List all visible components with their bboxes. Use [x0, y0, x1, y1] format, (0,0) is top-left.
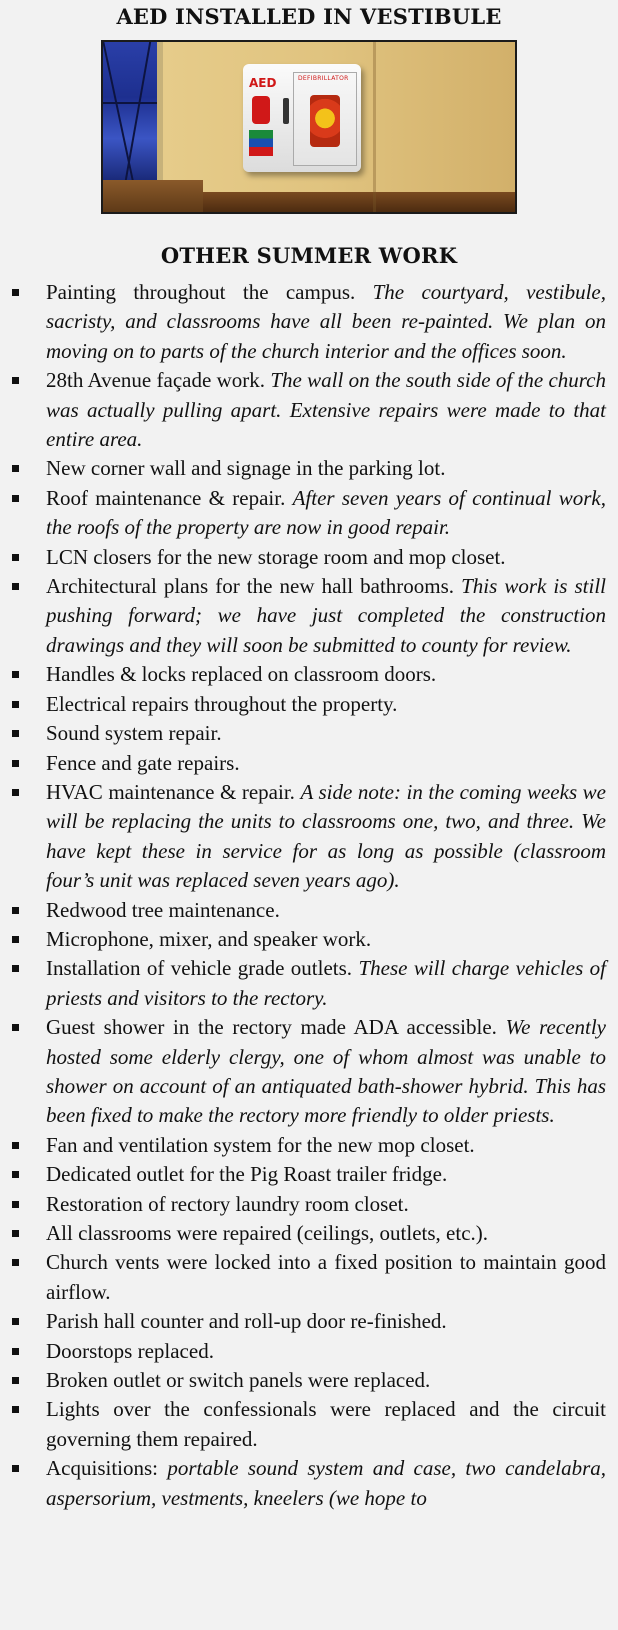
- door-label: DEFIBRILLATOR: [298, 75, 349, 82]
- list-item: [0, 1131, 618, 1160]
- list-item-text: Architectural plans for the new hall bathrooms.: [46, 574, 455, 599]
- square-bullet-icon: [12, 495, 19, 502]
- square-bullet-icon: [12, 1348, 19, 1355]
- list-item: [0, 1337, 618, 1366]
- list-item-text: Electrical repairs throughout the property.: [46, 691, 398, 716]
- wall-corner: [373, 42, 376, 212]
- list-item-text: Lights over the confessionals were replaced and the circuit governing them repaired.: [46, 1397, 606, 1451]
- square-bullet-icon: [12, 1406, 19, 1413]
- list-item-text: Guest shower in the rectory made ADA accessible.: [46, 1015, 497, 1040]
- list-item: [0, 454, 618, 483]
- square-bullet-icon: [12, 907, 19, 914]
- list-item-text: Broken outlet or switch panels were replaced.: [46, 1368, 431, 1393]
- instruction-stripes: [249, 130, 273, 156]
- list-item-text: Painting throughout the campus.: [46, 280, 356, 304]
- list-item-note: A side note: in the coming weeks we will be replacing the units to classrooms one, two, and three. We have kept these in service for as long as possible (classroom four’s unit was replaced seven years ago).: [46, 779, 606, 893]
- square-bullet-icon: [12, 583, 19, 590]
- wood-trim: [203, 192, 515, 212]
- list-item-text: Installation of vehicle grade outlets.: [46, 956, 353, 981]
- list-item-text: Fence and gate repairs.: [46, 750, 240, 775]
- square-bullet-icon: [12, 671, 19, 678]
- list-item: [0, 1307, 618, 1336]
- list-item-text: Sound system repair.: [46, 721, 222, 746]
- list-item-text: Acquisitions:: [46, 1456, 159, 1481]
- list-item: [0, 954, 618, 1013]
- list-item-text: HVAC maintenance & repair.: [46, 779, 295, 804]
- list-item-text: Doorstops replaced.: [46, 1338, 214, 1363]
- aed-cabinet-label: AED: [249, 76, 277, 90]
- list-item: [0, 1160, 618, 1189]
- square-bullet-icon: [12, 377, 19, 384]
- aed-photo: [101, 40, 517, 214]
- list-item: [0, 778, 618, 896]
- list-item: [0, 690, 618, 719]
- list-item-note: portable sound system and case, two candelabra, aspersorium, vestments, kneelers (we hope to: [46, 1456, 607, 1510]
- list-item-text: Fan and ventilation system for the new mop closet.: [46, 1132, 475, 1157]
- list-item-note: We recently hosted some elderly clergy, one of whom almost was unable to shower on account of an antiquated bath-shower hybrid. This has been fixed to make the rectory more friendly to older priests.: [46, 1015, 607, 1128]
- list-item: [0, 366, 618, 454]
- square-bullet-icon: [12, 789, 19, 796]
- square-bullet-icon: [12, 701, 19, 708]
- square-bullet-icon: [12, 1377, 19, 1384]
- stained-glass-window: [103, 42, 163, 180]
- square-bullet-icon: [12, 760, 19, 767]
- window-sill: [103, 180, 203, 212]
- list-item: [0, 1366, 618, 1395]
- square-bullet-icon: [12, 1201, 19, 1208]
- list-item-text: Handles & locks replaced on classroom doors.: [46, 662, 437, 687]
- list-item: [0, 278, 618, 366]
- list-item-note: The wall on the south side of the church was actually pulling apart. Extensive repairs were made to that entire area.: [46, 368, 606, 452]
- square-bullet-icon: [12, 1171, 19, 1178]
- defibrillator-device: [310, 95, 340, 147]
- list-item-note: After seven years of continual work, the roofs of the property are now in good repair.: [46, 485, 607, 540]
- list-item: [0, 572, 618, 660]
- list-item-note: This work is still pushing forward; we have just completed the construction drawings and they will soon be submitted to county for review.: [46, 574, 607, 657]
- list-item-text: Parish hall counter and roll-up door re-finished.: [46, 1309, 447, 1334]
- aed-cabinet: [243, 64, 361, 172]
- square-bullet-icon: [12, 1318, 19, 1325]
- summer-work-list: [0, 278, 618, 1513]
- list-item: [0, 1013, 618, 1131]
- summer-work-title: OTHER SUMMER WORK: [160, 243, 458, 268]
- square-bullet-icon: [12, 965, 19, 972]
- list-item-text: 28th Avenue façade work.: [46, 368, 266, 393]
- square-bullet-icon: [12, 730, 19, 737]
- list-item: [0, 1395, 618, 1454]
- list-item-text: New corner wall and signage in the parking lot.: [46, 456, 446, 481]
- list-item: [0, 484, 618, 543]
- list-item: [0, 925, 618, 954]
- square-bullet-icon: [12, 1230, 19, 1237]
- list-item: [0, 1454, 618, 1513]
- aed-section-title: AED INSTALLED IN VESTIBULE: [116, 4, 502, 29]
- square-bullet-icon: [12, 1142, 19, 1149]
- square-bullet-icon: [12, 936, 19, 943]
- list-item-text: Microphone, mixer, and speaker work.: [46, 926, 372, 951]
- square-bullet-icon: [12, 1465, 19, 1472]
- cabinet-handle: [283, 98, 289, 124]
- list-item: [0, 749, 618, 778]
- list-item: [0, 1248, 618, 1307]
- list-item-text: All classrooms were repaired (ceilings, outlets, etc.).: [46, 1221, 489, 1245]
- list-item-text: Church vents were locked into a fixed position to maintain good airflow.: [46, 1250, 606, 1304]
- cabinet-door: [293, 72, 357, 166]
- list-item-text: LCN closers for the new storage room and mop closet.: [46, 544, 506, 569]
- list-item-note: These will charge vehicles of priests and visitors to the rectory.: [46, 956, 606, 1010]
- list-item-text: Roof maintenance & repair.: [46, 485, 286, 510]
- square-bullet-icon: [12, 554, 19, 561]
- list-item-text: Redwood tree maintenance.: [46, 897, 280, 922]
- list-item-text: Dedicated outlet for the Pig Roast trailer fridge.: [46, 1162, 448, 1187]
- square-bullet-icon: [12, 289, 19, 296]
- list-item: [0, 543, 618, 572]
- square-bullet-icon: [12, 465, 19, 472]
- heart-icon: [252, 96, 270, 124]
- square-bullet-icon: [12, 1259, 19, 1266]
- list-item: [0, 1219, 618, 1248]
- list-item-text: Restoration of rectory laundry room closet.: [46, 1191, 409, 1216]
- square-bullet-icon: [12, 1024, 19, 1031]
- list-item: [0, 719, 618, 748]
- list-item-note: The courtyard, vestibule, sacristy, and classrooms have all been re-painted. We plan on moving on to parts of the church interior and the offices soon.: [46, 280, 606, 363]
- list-item: [0, 1190, 618, 1219]
- list-item: [0, 660, 618, 689]
- list-item: [0, 896, 618, 925]
